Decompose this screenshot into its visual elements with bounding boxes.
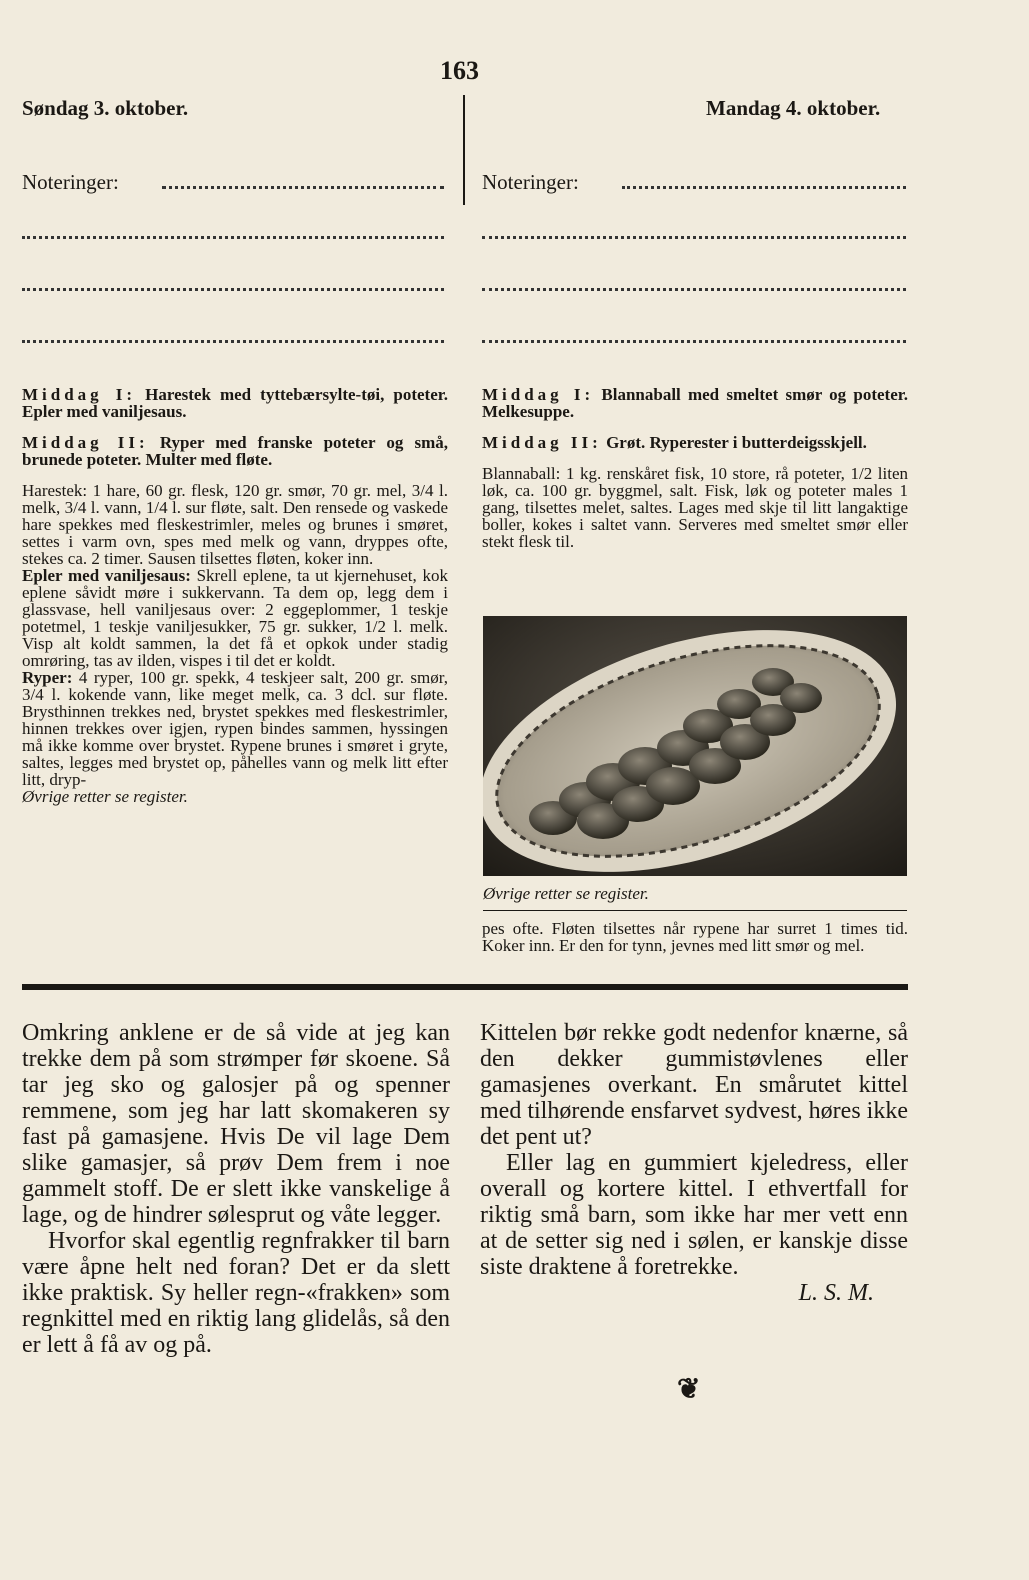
article-paragraph: Kittelen bør rekke godt nedenfor knærne, så den dekker gummistøvlenes eller gamasjenes overkant. En smårutet kittel med tilhørende ensfarvet sydvest, høres ikke det pent ut?: [480, 1020, 908, 1150]
recipes-left: [22, 386, 448, 805]
middag-1-left: Middag I: Harestek med tyttebærsylte-tøi, poteter. Epler med vaniljesaus.: [22, 385, 449, 421]
notes-dotline: [482, 236, 906, 239]
photo-caption: Øvrige retter se register.: [483, 884, 649, 903]
notes-dotline: [162, 186, 444, 189]
date-heading-sunday: Søndag 3. oktober.: [22, 96, 189, 120]
middag-2-left: Middag II: Ryper med franske poteter og små, brunede poteter. Multer med fløte.: [22, 433, 448, 469]
recipe-continued-right: pes ofte. Fløten tilsettes når rypene har surret 1 times tid. Koker inn. Er den for tynn, jevnes med litt smør og mel.: [482, 919, 908, 955]
article-signature: L. S. M.: [798, 1280, 874, 1306]
page-number: 163: [440, 56, 479, 85]
article-paragraph: Omkring anklene er de så vide at jeg kan trekke dem på som strømper før skoene. Så tar jeg sko og galosjer på og spenner remmene, som jeg har latt skomakeren sy fast på gamasjene. Hvis De vil lage Dem slike gamasjer, så prøv Dem frem i noe gammelt stoff. De er slett ikke vanskelige å lage, og de hindrer sølesprut og våte legger.: [22, 1020, 450, 1228]
notes-label-right: Noteringer:: [482, 170, 579, 194]
recipe-harestek: Harestek: 1 hare, 60 gr. flesk, 120 gr. smør, 70 gr. mel, 3/4 l. melk, 3/4 l. vann, 1/4 l. sur fløte, salt. Den rensede og vaskede hare spekkes med fleskestrimler, meles og brunes i smøret, settes i varm ovn, spes med melk og vann, dryppes ofte, stekes ca. 2 timer. Sausen tilsettes fløten, koker inn.: [22, 481, 448, 568]
article-paragraph: Eller lag en gummiert kjeledress, eller overall og kortere kittel. I ethvertfall for riktig små barn, som ikke har mer vett enn at de setter sig ned i sølen, er kanskje disse siste draktene å foretrekke.: [480, 1150, 908, 1280]
section-rule: [22, 984, 908, 990]
date-heading-monday: Mandag 4. oktober.: [706, 96, 881, 120]
caption-rule: [483, 910, 907, 911]
middag-1-right: Middag I: Blannaball med smeltet smør og poteter. Melkesuppe.: [482, 385, 908, 421]
other-dishes-note-left: Øvrige retter se register.: [22, 787, 188, 806]
recipe-blannaball: Blannaball: 1 kg. renskåret fisk, 10 store, rå poteter, 1/2 liten løk, ca. 100 gr. byggmel, salt. Fisk, løk og poteter males 1 gang, tilsettes melet, saltes. Lages med skje til litt langaktige boller, kokes i saltet vann. Serveres med smeltet smør eller stekt flesk til.: [482, 464, 908, 551]
recipes-right: [482, 386, 908, 550]
article-left-column: [22, 1020, 450, 1358]
middag-2-right: Middag II: Grøt. Ryperester i butterdeigsskjell.: [482, 433, 867, 452]
article-right-column: [480, 1020, 908, 1306]
recipe-ryper: Ryper: 4 ryper, 100 gr. spekk, 4 teskjeer salt, 200 gr. smør, 3/4 l. kokende vann, like meget melk, ca. 3 dcl. sur fløte. Brysthinnen trekkes ned, brystet spekkes med fleskestrimler, hinnen trekkes over igjen, rypen bindes sammen, hyssingen må ikke komme over brystet. Rypene brunes i smøret i gryte, saltes, legges med brystet op, påhelles vann og melk litt efter litt, dryp-: [22, 668, 448, 789]
notes-dotline: [22, 340, 444, 343]
article-paragraph: Hvorfor skal egentlig regnfrakker til barn være åpne helt ned foran? Det er da slett ikke praktisk. Sy heller regn-«frakken» som regnkittel med en riktig lang glidelås, så den er lett å få av og på.: [22, 1228, 450, 1358]
ornament-icon: ❦: [677, 1374, 701, 1405]
column-divider: [463, 95, 465, 205]
notes-label-left: Noteringer:: [22, 170, 119, 194]
fish-balls-platter-image: [483, 616, 907, 876]
notes-dotline: [622, 186, 906, 189]
notes-dotline: [22, 236, 444, 239]
dish-photo: [483, 616, 907, 876]
notes-dotline: [482, 288, 906, 291]
recipe-epler: Epler med vaniljesaus: Skrell eplene, ta ut kjernehuset, kok eplene såvidt møre i sukkervann. Ta dem op, legg dem i glassvase, hell vaniljesaus over: 2 eggeplommer, 1 teskje potetmel, 1 teskje vaniljesukker, 75 gr. sukker, 1/2 l. melk. Visp alt koldt sammen, la det få et opkok under stadig omrøring, tas av ilden, vispes i til det er koldt.: [22, 566, 448, 670]
notes-dotline: [482, 340, 906, 343]
notes-dotline: [22, 288, 444, 291]
